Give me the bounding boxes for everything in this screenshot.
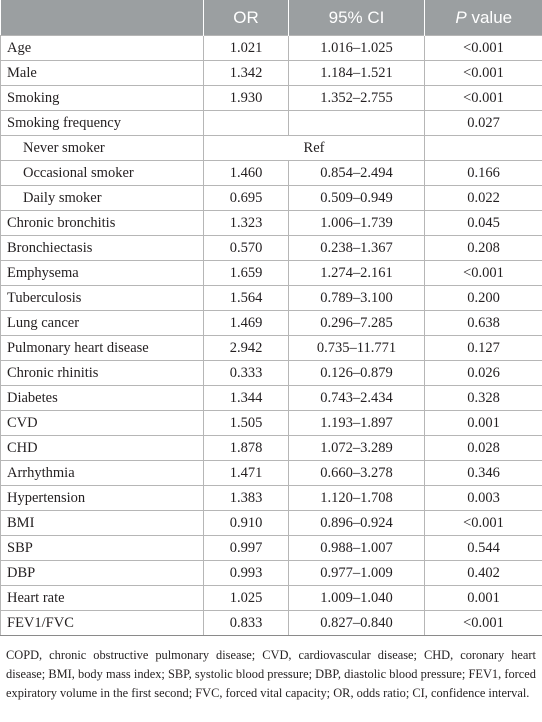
or-cell: 1.460 [204,161,289,186]
or-cell: 2.942 [204,336,289,361]
ci-cell: 1.274–2.161 [289,261,425,286]
or-cell: 1.025 [204,586,289,611]
row-label: Chronic bronchitis [1,211,204,236]
row-label: SBP [1,536,204,561]
or-cell: 1.342 [204,61,289,86]
ci-cell: 1.120–1.708 [289,486,425,511]
p-value-cell: 0.346 [425,461,542,486]
or-cell: 0.997 [204,536,289,561]
row-label: Hypertension [1,486,204,511]
ci-cell: 0.660–3.278 [289,461,425,486]
p-value-cell: 0.638 [425,311,542,336]
row-label: DBP [1,561,204,586]
or-cell: 1.878 [204,436,289,461]
or-cell: 1.344 [204,386,289,411]
ci-cell: 0.789–3.100 [289,286,425,311]
ci-cell: 1.072–3.289 [289,436,425,461]
header-row [1,0,542,36]
row-label: FEV1/FVC [1,611,204,636]
row-label: CVD [1,411,204,436]
p-value-cell: 0.200 [425,286,542,311]
ci-cell: 0.827–0.840 [289,611,425,636]
row-label: Arrhythmia [1,461,204,486]
or-cell: 0.910 [204,511,289,536]
p-value-cell: 0.328 [425,386,542,411]
table-row [1,611,542,636]
ci-cell: 1.006–1.739 [289,211,425,236]
table-row [1,211,542,236]
row-label: Tuberculosis [1,286,204,311]
or-cell: 1.021 [204,36,289,61]
p-value-cell: 0.003 [425,486,542,511]
p-value-cell: <0.001 [425,36,542,61]
ci-cell: 0.509–0.949 [289,186,425,211]
row-label: Male [1,61,204,86]
p-value-cell [425,136,542,161]
or-cell [204,111,289,136]
table-row [1,336,542,361]
p-value-cell: 0.127 [425,336,542,361]
table-footnote: COPD, chronic obstructive pulmonary disease; CVD, cardiovascular disease; CHD, coronary heart disease; BMI, body mass index; SBP, systolic blood pressure; DBP, diastolic blood pressure; FEV1, forced expiratory volume in the first second; FVC, forced vital capacity; OR, odds ratio; CI, confidence interval. [6,648,536,700]
table-row [1,586,542,611]
table-header [1,0,542,36]
ci-cell: 0.896–0.924 [289,511,425,536]
p-value-cell: 0.028 [425,436,542,461]
or-cell: 1.469 [204,311,289,336]
p-value-cell: 0.001 [425,411,542,436]
header-or: OR [204,0,289,36]
row-label: Never smoker [1,136,204,161]
table-row [1,186,542,211]
table-body [1,36,542,636]
row-label: BMI [1,511,204,536]
or-cell: 1.659 [204,261,289,286]
row-label: Chronic rhinitis [1,361,204,386]
header-p-suffix: value [466,7,513,27]
or-cell: 1.930 [204,86,289,111]
p-value-cell: <0.001 [425,61,542,86]
p-value-cell: 0.208 [425,236,542,261]
ci-cell: 1.352–2.755 [289,86,425,111]
or-cell: 0.833 [204,611,289,636]
p-value-cell: 0.027 [425,111,542,136]
p-value-cell: 0.026 [425,361,542,386]
table-row [1,536,542,561]
p-value-cell: 0.001 [425,586,542,611]
reference-cell: Ref [204,136,425,161]
header-variable [1,0,204,36]
or-cell: 0.333 [204,361,289,386]
row-label: Daily smoker [1,186,204,211]
p-value-cell: <0.001 [425,261,542,286]
ci-cell: 0.854–2.494 [289,161,425,186]
ci-cell [289,111,425,136]
row-label: Occasional smoker [1,161,204,186]
row-label: Smoking [1,86,204,111]
ci-cell: 0.126–0.879 [289,361,425,386]
table-row [1,436,542,461]
table-row [1,561,542,586]
p-value-cell: 0.022 [425,186,542,211]
row-label: Smoking frequency [1,111,204,136]
or-cell: 1.383 [204,486,289,511]
header-p-value [425,0,542,36]
table-row [1,86,542,111]
table-row [1,286,542,311]
table-row [1,261,542,286]
ci-cell: 0.743–2.434 [289,386,425,411]
table-row [1,161,542,186]
ci-cell: 0.238–1.367 [289,236,425,261]
row-label: CHD [1,436,204,461]
p-value-cell: 0.544 [425,536,542,561]
ci-cell: 1.009–1.040 [289,586,425,611]
row-label: Age [1,36,204,61]
or-cell: 1.323 [204,211,289,236]
ci-cell: 0.296–7.285 [289,311,425,336]
ci-cell: 0.988–1.007 [289,536,425,561]
or-cell: 0.570 [204,236,289,261]
table-row [1,361,542,386]
ci-cell: 1.016–1.025 [289,36,425,61]
p-value-cell: <0.001 [425,611,542,636]
p-value-cell: 0.166 [425,161,542,186]
row-label: Bronchiectasis [1,236,204,261]
or-cell: 1.564 [204,286,289,311]
row-label: Pulmonary heart disease [1,336,204,361]
ci-cell: 1.193–1.897 [289,411,425,436]
table-row [1,461,542,486]
p-value-cell: 0.045 [425,211,542,236]
ci-cell: 0.977–1.009 [289,561,425,586]
table-row [1,511,542,536]
table-row [1,386,542,411]
ci-cell: 1.184–1.521 [289,61,425,86]
or-cell: 1.505 [204,411,289,436]
p-value-cell: 0.402 [425,561,542,586]
header-ci: 95% CI [289,0,425,36]
table-row [1,36,542,61]
table-row [1,311,542,336]
p-value-cell: <0.001 [425,86,542,111]
header-p-italic: P [455,7,467,27]
table-row [1,136,542,161]
row-label: Heart rate [1,586,204,611]
table-row [1,111,542,136]
p-value-cell: <0.001 [425,511,542,536]
row-label: Diabetes [1,386,204,411]
or-cell: 0.993 [204,561,289,586]
or-cell: 0.695 [204,186,289,211]
table-row [1,61,542,86]
or-cell: 1.471 [204,461,289,486]
ci-cell: 0.735–11.771 [289,336,425,361]
table-row [1,411,542,436]
row-label: Emphysema [1,261,204,286]
table-row [1,486,542,511]
table-row [1,236,542,261]
row-label: Lung cancer [1,311,204,336]
